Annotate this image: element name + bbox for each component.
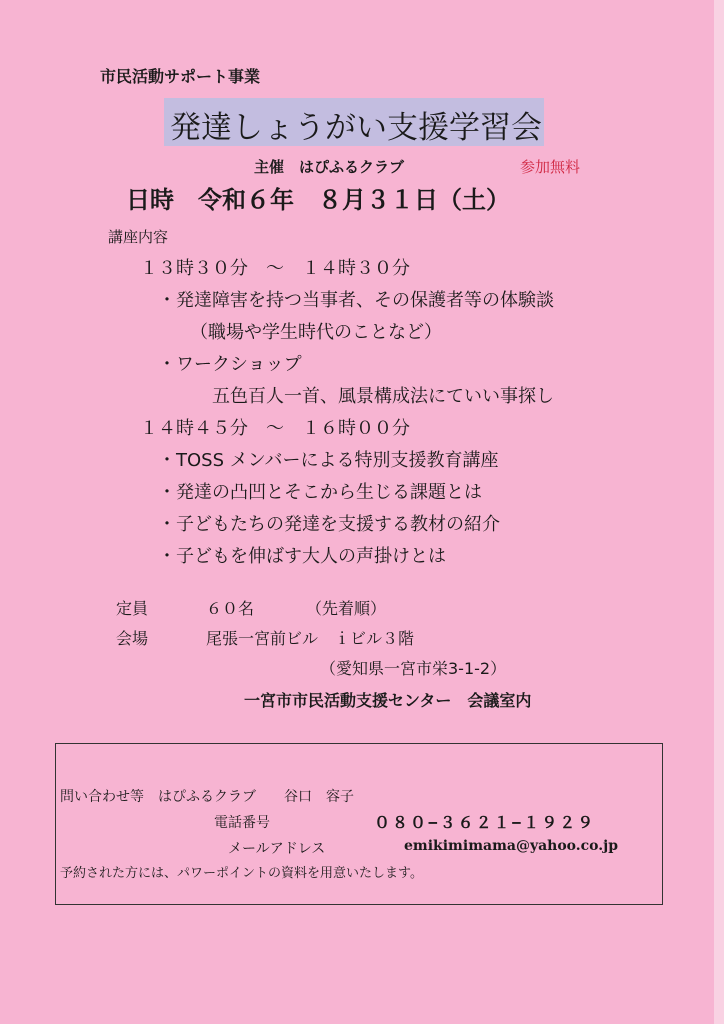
session2-item: ・子どもたちの発達を支援する教材の紹介 [158,514,500,535]
session1-item: ・発達障害を持つ当事者、その保護者等の体験談 [158,290,554,311]
capacity-label: 定員 [116,599,149,618]
session1-item: （職場や学生時代のことなど） [190,322,442,343]
venue-name: 尾張一宮前ビル ｉビル３階 [206,629,415,648]
program-name: 市民活動サポート事業 [100,67,261,86]
capacity-note: （先着順） [306,599,387,618]
session1-item: 五色百人一首、風景構成法にていい事探し [212,386,554,407]
venue-label: 会場 [116,629,149,648]
free-admission-badge: 参加無料 [520,158,581,176]
session2-item: ・発達の凸凹とそこから生じる課題とは [158,482,482,503]
content-heading: 講座内容 [108,228,169,246]
phone-label: 電話番号 [214,815,270,831]
venue-room: 一宮市市民活動支援センター 会議室内 [244,691,532,710]
session2-time: １４時４５分 ～ １６時００分 [140,418,410,439]
session2-item: ・TOSS メンバーによる特別支援教育講座 [158,450,499,471]
email-address: emikimimama@yahoo.co.jp [404,838,618,854]
session2-item: ・子どもを伸ばす大人の声掛けとは [158,546,446,567]
phone-number: ０８０−３６２１−１９２９ [374,813,596,832]
venue-address: （愛知県一宮市栄3-1-2） [320,659,507,678]
flyer-title: 発達しょうがい支援学習会 [170,110,542,146]
contact-person: 問い合わせ等 はぴふるクラブ 谷口 容子 [60,789,354,805]
event-date: 日時 令和６年 ８月３１日（土） [126,186,510,214]
reservation-note: 予約された方には、パワーポイントの資料を用意いたします。 [60,866,423,881]
organizer-label: 主催 [254,158,285,176]
session1-item: ・ワークショップ [158,354,302,375]
organizer-name: はぴふるクラブ [299,158,405,176]
session1-time: １３時３０分 ～ １４時３０分 [140,258,410,279]
email-label: メールアドレス [228,841,326,857]
capacity-value: ６０名 [206,599,255,618]
organizer-line [254,156,404,177]
